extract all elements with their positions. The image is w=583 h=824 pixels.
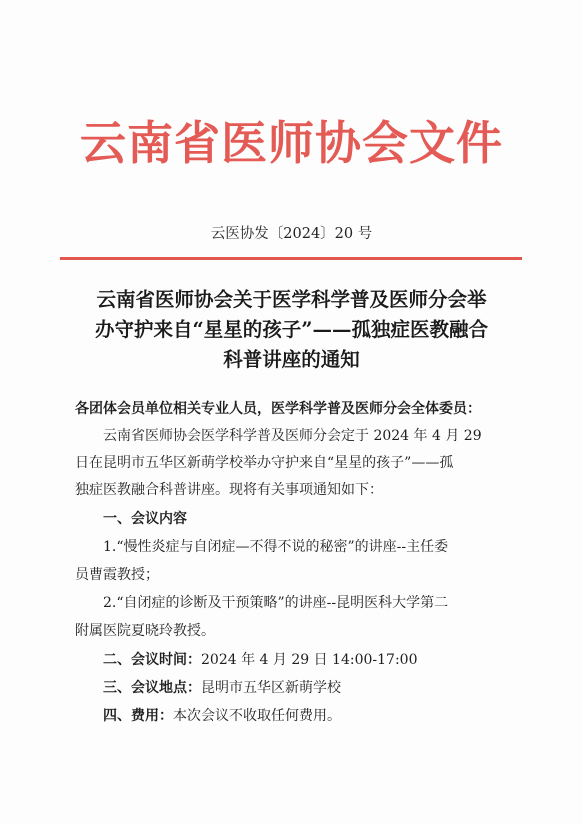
meeting-place-label: 三、会议地点：	[103, 680, 201, 696]
meeting-time-value: 2024 年 4 月 29 日 14:00-17:00	[201, 652, 418, 668]
meeting-place-value: 昆明市五华区新萌学校	[201, 680, 341, 696]
content-item-2-line-2: 附属医院夏晓玲教授。	[75, 623, 215, 639]
intro-paragraph-line-1: 云南省医师协会医学科学普及医师分会定于 2024 年 4 月 29	[103, 428, 482, 444]
org-header-title: 云南省医师协会文件	[80, 116, 503, 170]
content-item-2-line-1: 2.“自闭症的诊断及干预策略”的讲座--昆明医科大学第二	[103, 595, 449, 611]
meeting-fee-label: 四、费用：	[103, 708, 173, 724]
content-item-1-line-1: 1.“慢性炎症与自闭症—不得不说的秘密”的讲座--主任委	[103, 539, 449, 555]
salutation: 各团体会员单位相关专业人员，医学科学普及医师分会全体委员：	[75, 401, 481, 417]
notice-title-line-3: 科普讲座的通知	[223, 348, 360, 371]
intro-paragraph-line-2: 日在昆明市五华区新萌学校举办守护来自“星星的孩子”——孤	[75, 455, 454, 471]
document-number: 云医协发〔2024〕20 号	[210, 226, 373, 242]
meeting-fee	[103, 705, 341, 727]
red-divider-rule	[60, 257, 522, 260]
notice-title-line-1: 云南省医师协会关于医学科学普及医师分会举	[96, 288, 487, 311]
intro-paragraph-line-3: 独症医教融合科普讲座。现将有关事项通知如下：	[75, 482, 383, 498]
meeting-time	[103, 649, 417, 671]
meeting-time-label: 二、会议时间：	[103, 652, 201, 668]
section-1-heading: 一、会议内容	[103, 511, 187, 527]
meeting-fee-value: 本次会议不收取任何费用。	[173, 708, 341, 724]
notice-title-line-2: 办守护来自“星星的孩子”——孤独症医教融合	[95, 318, 488, 341]
content-item-1-line-2: 员曹霞教授；	[75, 567, 159, 583]
meeting-place	[103, 677, 341, 699]
